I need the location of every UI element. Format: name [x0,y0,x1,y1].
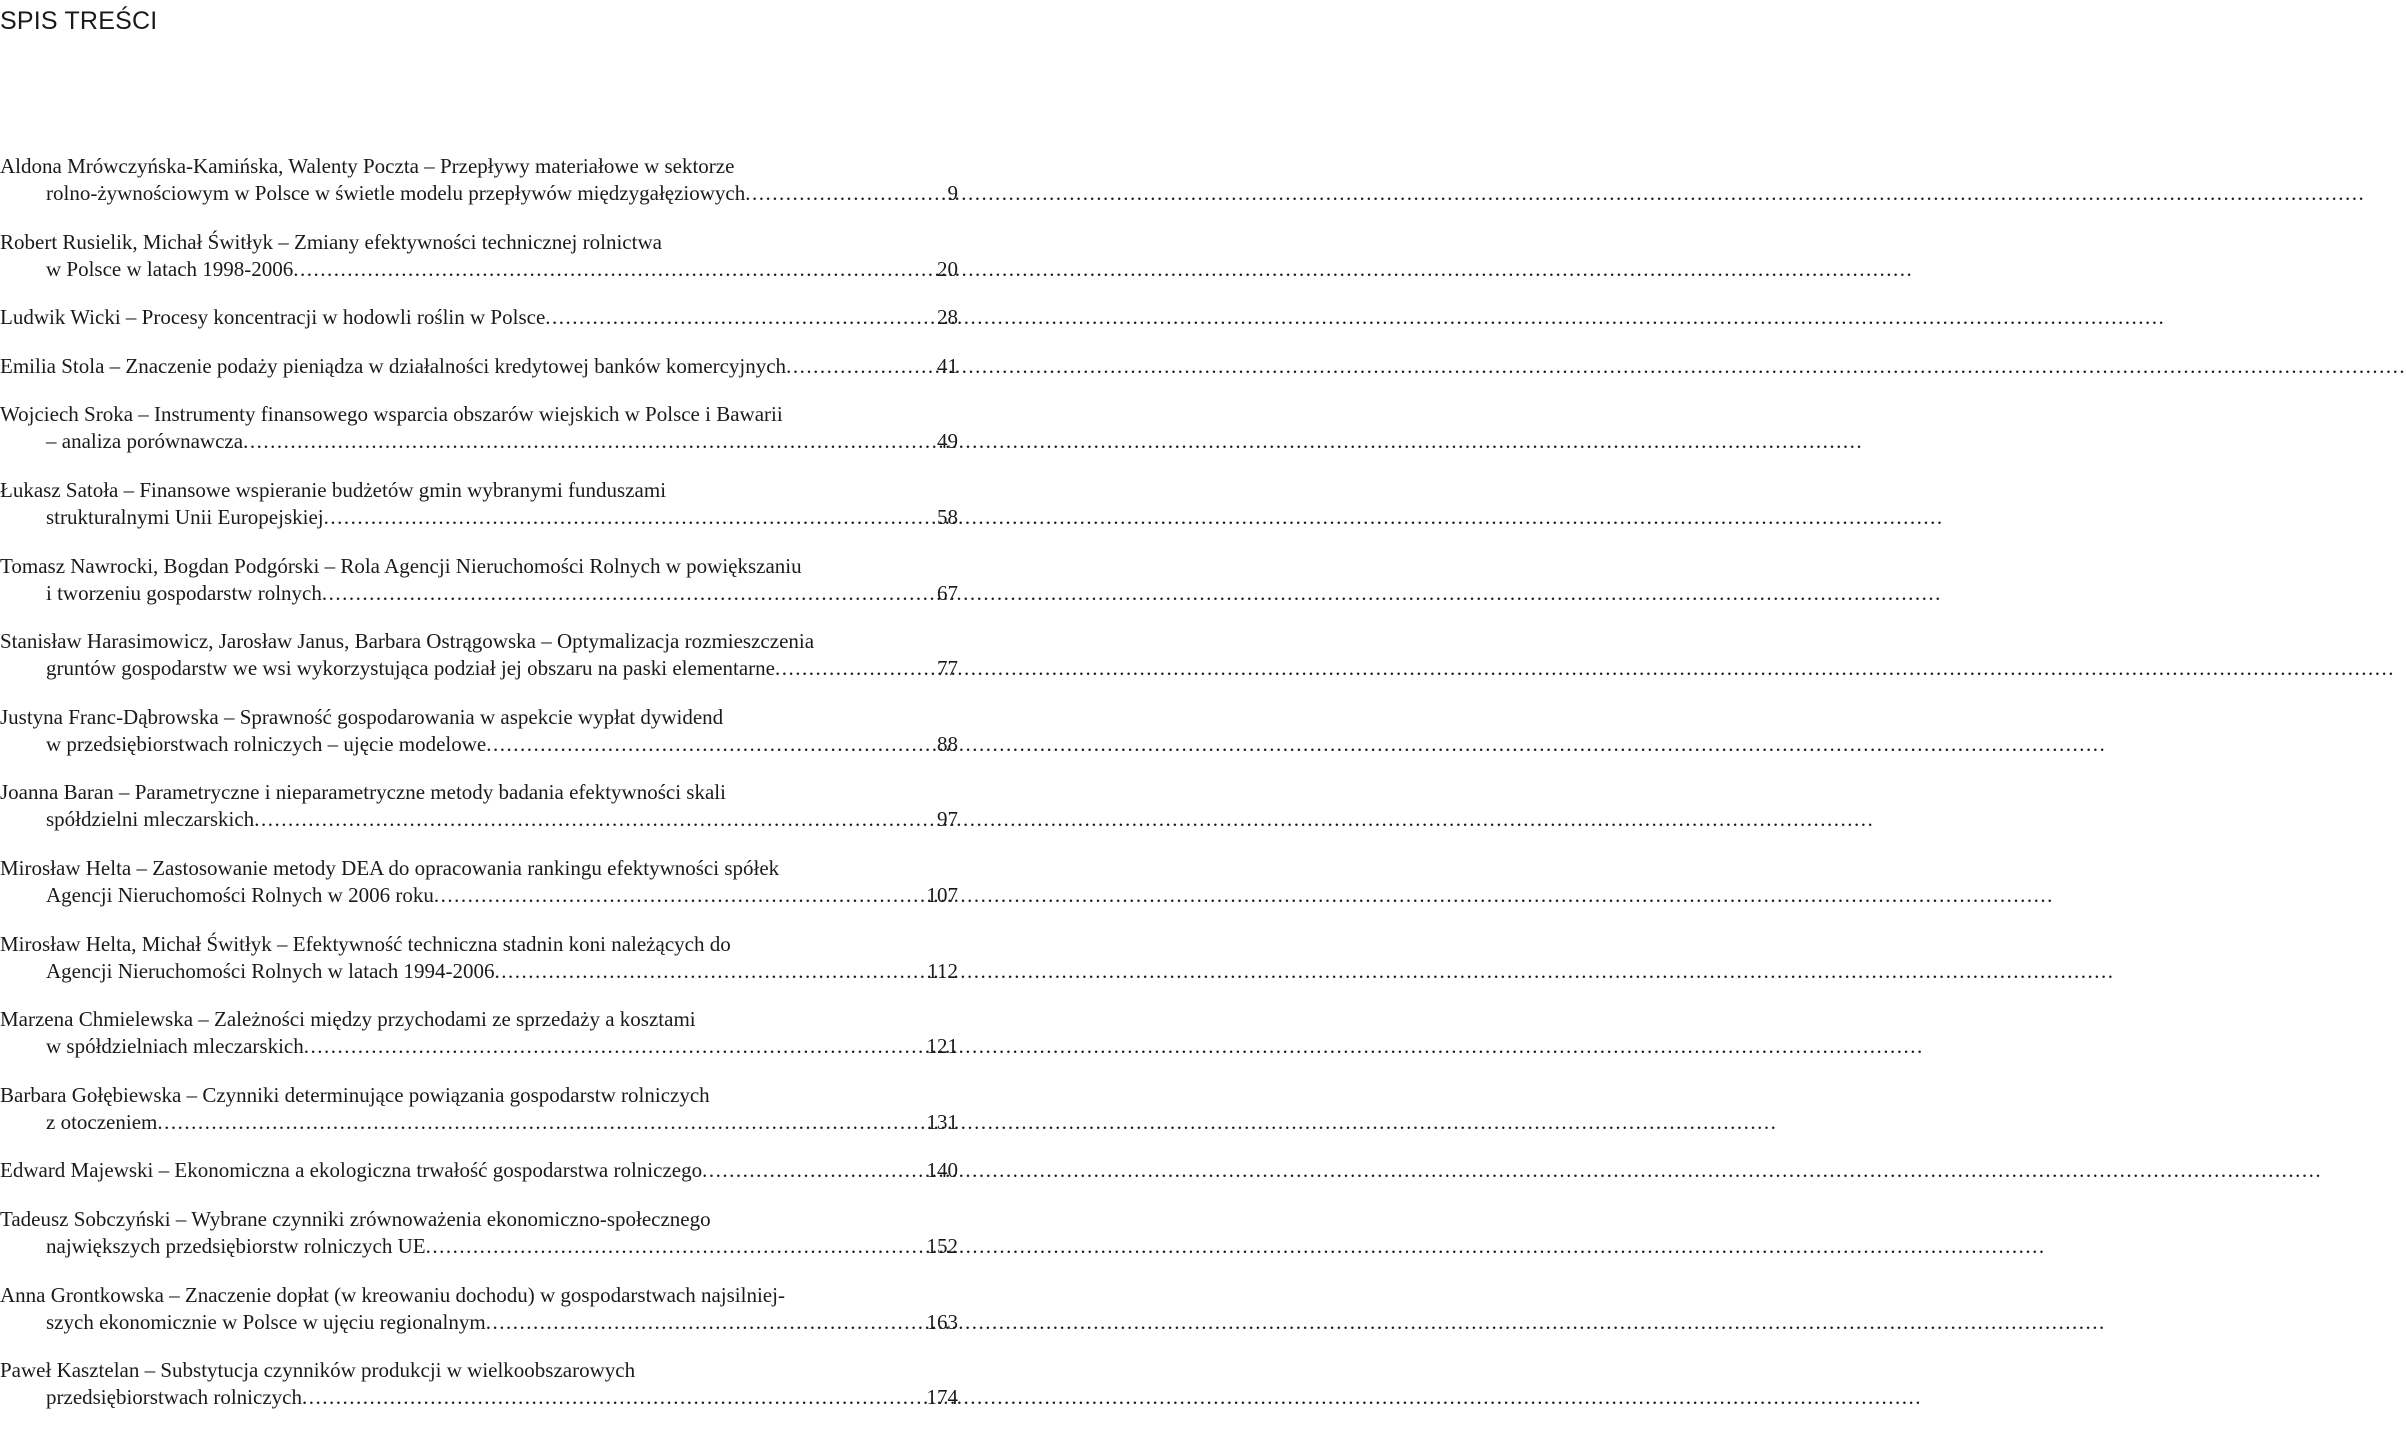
dot-leader [304,1033,925,1060]
toc-entry-text: Łukasz Satoła – Finansowe wspieranie budżetów gmin wybranymi funduszami [0,477,667,502]
toc-entry-last-line [0,1109,960,1136]
toc-entry [0,628,960,682]
dot-leader [426,1233,925,1260]
toc-entry-text: Stanisław Harasimowicz, Jarosław Janus, Barbara Ostrągowska – Optymalizacja rozmieszczenia [0,629,815,654]
dot-leader [702,1157,924,1184]
toc-entry-text: Mirosław Helta – Zastosowanie metody DEA do opracowania rankingu efektywności spółek [0,855,780,880]
page-number: 97 [937,807,958,832]
toc-entry-last-line [0,353,960,380]
toc-entry-text: Tomasz Nawrocki, Bogdan Podgórski – Rola Agencji Nieruchomości Rolnych w powiększaniu [0,553,802,578]
page-number: 9 [947,181,958,205]
page-number: 88 [937,731,958,756]
toc-entry-text: gruntów gospodarstw we wsi wykorzystująca podział jej obszaru na paski elementarne [46,656,775,681]
toc-entry [0,855,960,909]
dot-leader [494,958,925,985]
toc-entry-text: Marzena Chmielewska – Zależności między przychodami ze sprzedaży a kosztami [0,1007,696,1032]
dot-leader [545,304,935,331]
toc-entry-text: w spółdzielniach mleczarskich [46,1034,304,1059]
toc-entry [0,553,960,607]
toc-entry-text: w Polsce w latach 1998-2006 [46,256,294,281]
toc-entry-last-line [0,180,960,207]
toc-entry-text: spółdzielni mleczarskich [46,807,255,832]
dot-leader [302,1384,925,1411]
toc-entry-last-line [0,1157,960,1184]
toc-entry-last-line [0,256,960,283]
dot-leader [775,655,935,682]
toc-entry-text: Joanna Baran – Parametryczne i nieparametryczne metody badania efektywności skali [0,780,726,805]
toc-entry [0,304,960,331]
dot-leader [293,256,935,283]
toc-entry-last-line [0,1233,960,1260]
page-number: 58 [937,504,958,529]
dot-leader [243,428,935,455]
toc-entry-last-line [0,580,960,607]
toc-entry [0,779,960,833]
dot-leader [486,731,935,758]
dot-leader [322,580,935,607]
toc-entry-text: i tworzeniu gospodarstw rolnych [46,580,322,605]
toc-entry-text: Mirosław Helta, Michał Świtłyk – Efektywność techniczna stadnin koni należących do [0,931,731,956]
toc-entry [0,1157,960,1184]
toc-entry-text: Justyna Franc-Dąbrowska – Sprawność gospodarowania w aspekcie wypłat dywidend [0,704,724,729]
toc-entry-text: – analiza porównawcza [46,429,244,454]
page-number: 163 [926,1309,958,1334]
toc-entry-text: Agencji Nieruchomości Rolnych w latach 1994-2006 [46,958,495,983]
page-number: 107 [926,882,958,907]
toc-entry-text: Emilia Stola – Znaczenie podaży pieniądza w działalności kredytowej banków komercyjnych [0,353,787,378]
toc-entry [0,1082,960,1136]
toc-entry-text: największych przedsiębiorstw rolniczych UE [46,1233,426,1258]
dot-leader [745,180,945,207]
toc-entry [0,931,960,985]
toc-entry-last-line [0,1309,960,1336]
toc-entry-last-line [0,655,960,682]
toc-entry-text: Ludwik Wicki – Procesy koncentracji w hodowli roślin w Polsce [0,305,546,330]
toc-entry-text: Agencji Nieruchomości Rolnych w 2006 roku [46,882,434,907]
toc-entry-last-line [0,504,960,531]
toc-entry-last-line [0,882,960,909]
toc-entry [0,153,960,207]
dot-leader [486,1309,925,1336]
toc-entry [0,229,960,283]
page-number: 140 [926,1158,958,1183]
page-number: 67 [937,580,958,605]
toc-entry-last-line [0,428,960,455]
page-number: 121 [926,1034,958,1059]
toc-entry-text: Anna Grontkowska – Znaczenie dopłat (w kreowaniu dochodu) w gospodarstwach najsilniej- [0,1282,785,1307]
toc-entry-last-line [0,1033,960,1060]
toc-entry-text: Tadeusz Sobczyński – Wybrane czynniki zrównoważenia ekonomiczno-społecznego [0,1206,711,1231]
toc-entry [0,704,960,758]
toc-entry-text: Aldona Mrówczyńska-Kamińska, Walenty Poczta – Przepływy materiałowe w sektorze [0,154,735,178]
toc-entry-text: rolno-żywnościowym w Polsce w świetle modelu przepływów międzygałęziowych [46,181,746,205]
dot-leader [254,806,935,833]
toc-entry-text: Wojciech Sroka – Instrumenty finansowego wsparcia obszarów wiejskich w Polsce i Bawarii [0,402,783,427]
toc-entry-last-line [0,958,960,985]
page-number: 77 [937,656,958,681]
toc-entry [0,477,960,531]
toc-entry-last-line [0,731,960,758]
toc-entry [0,1282,960,1336]
toc-entry-text: z otoczeniem [46,1109,158,1134]
toc-entry-last-line [0,304,960,331]
dot-leader [157,1109,924,1136]
page-title: SPIS TREŚCI [0,7,158,35]
page-number: 28 [937,305,958,330]
page-number: 174 [926,1385,958,1410]
toc-entry [0,353,960,380]
toc-entry-text: w przedsiębiorstwach rolniczych – ujęcie modelowe [46,731,487,756]
page-number: 20 [937,256,958,281]
toc-entry-text: szych ekonomicznie w Polsce w ujęciu regionalnym [46,1309,486,1334]
toc-entry-last-line [0,1384,960,1411]
table-of-contents [0,153,960,1433]
toc-entry [0,1357,960,1411]
toc-entry-text: Edward Majewski – Ekonomiczna a ekologiczna trwałość gospodarstwa rolniczego [0,1158,703,1183]
toc-entry-text: Paweł Kasztelan – Substytucja czynników produkcji w wielkoobszarowych [0,1358,636,1383]
toc-entry-text: przedsiębiorstwach rolniczych [46,1385,302,1410]
page-number: 49 [937,429,958,454]
toc-entry [0,1006,960,1060]
toc-entry [0,1206,960,1260]
page-number: 112 [927,958,958,983]
toc-entry-last-line [0,806,960,833]
toc-entry-text: strukturalnymi Unii Europejskiej [46,504,324,529]
page-number: 131 [926,1109,958,1134]
page-number: 152 [926,1233,958,1258]
toc-entry [0,401,960,455]
dot-leader [786,353,935,380]
dot-leader [324,504,935,531]
toc-entry-text: Barbara Gołębiewska – Czynniki determinujące powiązania gospodarstw rolniczych [0,1082,710,1107]
page-number: 41 [937,353,958,378]
toc-entry-text: Robert Rusielik, Michał Świtłyk – Zmiany efektywności technicznej rolnictwa [0,229,662,254]
dot-leader [434,882,925,909]
